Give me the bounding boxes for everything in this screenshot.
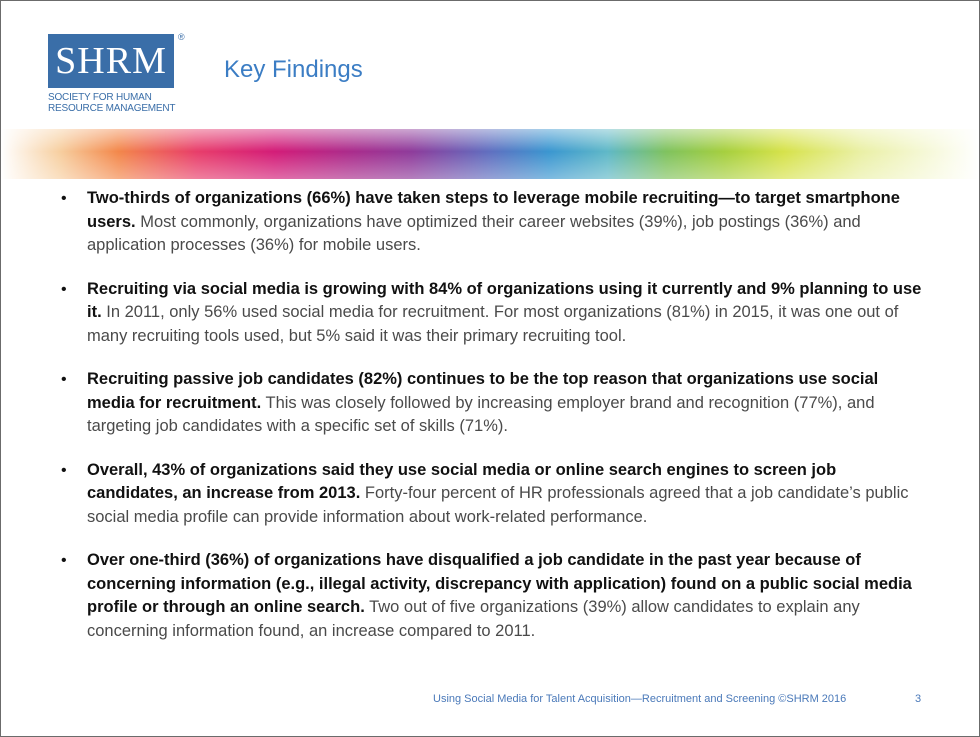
finding-detail: This was closely followed by increasing employer brand and recognition (77%), and targeting job candidates with a specific set of skills (71%). bbox=[87, 393, 875, 435]
finding-detail: Forty-four percent of HR professionals agreed that a job candidate’s public social media profile can provide information about work-related performance. bbox=[87, 484, 909, 526]
registered-mark: ® bbox=[178, 32, 186, 42]
finding-detail: Most commonly, organizations have optimized their career websites (39%), job postings (36%) and application processes (36%) for mobile users. bbox=[87, 212, 861, 254]
bullet-icon: • bbox=[61, 190, 67, 207]
bullet-icon: • bbox=[61, 552, 67, 569]
decorative-color-band bbox=[1, 129, 979, 179]
list-item bbox=[59, 549, 929, 643]
page-title: Key Findings bbox=[224, 56, 363, 83]
logo-mark-text: SHRM bbox=[55, 40, 167, 82]
list-item bbox=[59, 368, 929, 439]
finding-headline: Recruiting via social media is growing with 84% of organizations using it currently and 9% planning to use it. bbox=[87, 279, 922, 321]
bullet-icon: • bbox=[61, 280, 67, 298]
finding-detail: In 2011, only 56% used social media for recruitment. For most organizations (81%) in 2015, it was one out of many recruiting tools used, but 5% said it was their primary recruiting tool. bbox=[87, 303, 899, 345]
list-item bbox=[59, 459, 929, 530]
list-item bbox=[59, 187, 929, 258]
footer-text: Using Social Media for Talent Acquisition—Recruitment and Screening ©SHRM 2016 bbox=[433, 693, 847, 705]
finding-headline: Overall, 43% of organizations said they use social media or online search engines to screen job candidates, an increase from 2013. bbox=[87, 460, 837, 502]
shrm-logo bbox=[48, 34, 188, 114]
finding-headline: Recruiting passive job candidates (82%) continues to be the top reason that organizations use social media for recruitment. bbox=[87, 370, 879, 412]
finding-headline: Over one-third (36%) of organizations have disqualified a job candidate in the past year because of concerning information (e.g., illegal activity, discrepancy with application) found on a public social media profile or through an online search. bbox=[87, 551, 912, 616]
finding-detail: Two out of five organizations (39%) allow candidates to explain any concerning information found, an increase compared to 2011. bbox=[87, 598, 860, 640]
logo-line-2: RESOURCE MANAGEMENT bbox=[48, 103, 176, 114]
logo-mark bbox=[48, 32, 186, 88]
findings-list bbox=[59, 187, 929, 663]
logo-line-1: SOCIETY FOR HUMAN bbox=[48, 92, 152, 103]
logo-subtitle bbox=[48, 92, 188, 114]
finding-headline: Two-thirds of organizations (66%) have taken steps to leverage mobile recruiting—to target smartphone users. bbox=[87, 189, 900, 231]
list-item bbox=[59, 278, 929, 349]
page-number: 3 bbox=[915, 693, 922, 705]
bullet-icon: • bbox=[61, 371, 67, 388]
bullet-icon: • bbox=[61, 461, 67, 479]
